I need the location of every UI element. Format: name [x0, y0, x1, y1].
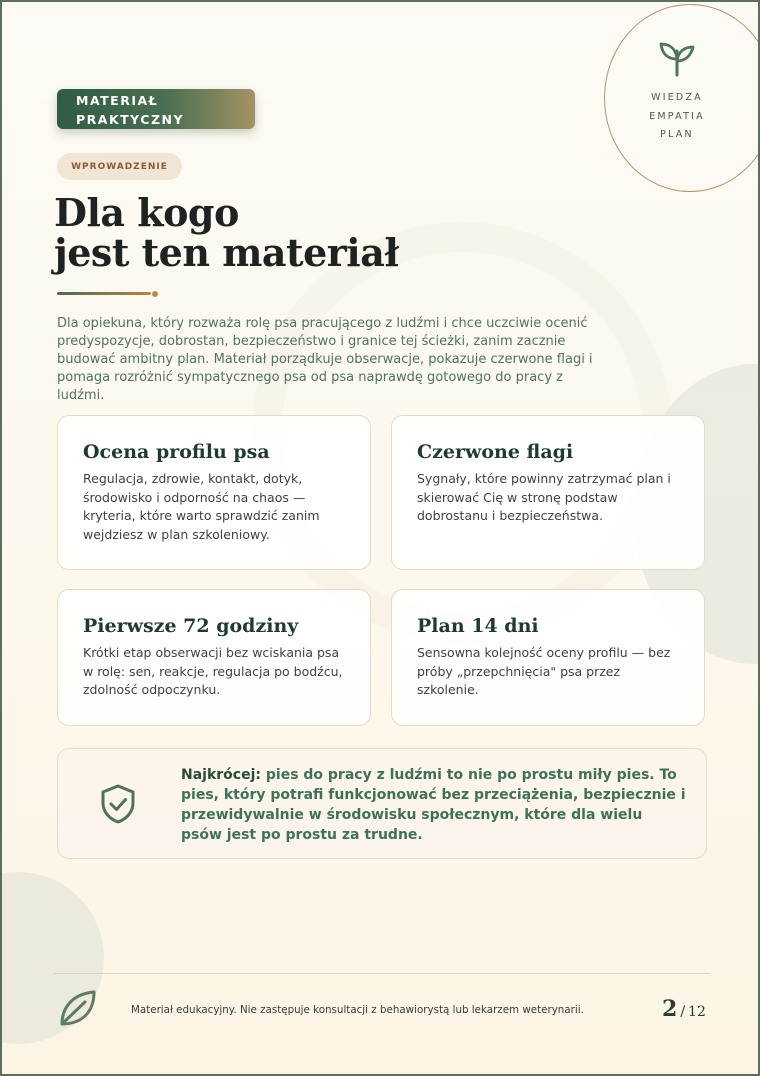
seal-word: PLAN — [660, 129, 694, 140]
card-text: Sensowna kolejność oceny profilu — bez próby „przepchnięcia" psa przez szkolenie. — [417, 645, 671, 697]
footer-disclaimer: Materiał edukacyjny. Nie zastępuje konsultacji z behawiorystą lub lekarzem weterynarii. — [131, 1004, 584, 1016]
summary-body: pies do pracy z ludźmi to nie po prostu miły pies. To pies, który potrafi funkcjonować bez przeciążenia, bezpiecznie i przewidywalnie w środowisku społecznym, które dla wielu psów jest po prostu za trudne. — [181, 767, 686, 843]
page-title — [54, 190, 399, 275]
info-card — [391, 589, 705, 726]
seal-word: EMPATIA — [649, 110, 705, 122]
info-card — [391, 415, 705, 570]
card-title: Pierwsze 72 godziny — [83, 615, 299, 637]
card-title: Plan 14 dni — [417, 615, 539, 637]
title-underline-dot — [152, 291, 158, 297]
card-text: Sygnały, które powinny zatrzymać plan i skierować Cię w stronę podstaw dobrostanu i bezpieczeństwa. — [417, 471, 671, 523]
seal-badge — [604, 4, 760, 192]
footer-divider — [54, 973, 710, 974]
title-line: jest ten materiał — [54, 230, 399, 275]
page-number — [662, 996, 706, 1022]
tag-line: MATERIAŁ — [76, 93, 159, 108]
title-line: Dla kogo — [54, 190, 239, 235]
sprout-icon — [659, 37, 695, 77]
card-title: Ocena profilu psa — [83, 441, 270, 463]
summary-lead: Najkrócej: — [181, 767, 261, 783]
card-text: Regulacja, zdrowie, kontakt, dotyk, środowisko i odporność na chaos — kryteria, które warto sprawdzić zanim wejdziesz w plan szkoleniowy. — [83, 471, 320, 542]
page-total: 12 — [688, 1004, 706, 1020]
intro-paragraph: Dla opiekuna, który rozważa rolę psa pracującego z ludźmi i chce uczciwie ocenić predyspozycje, dobrostan, bezpieczeństwo i granice tej ścieżki, zanim zacznie budować ambitny plan. Materiał porządkuje obserwacje, pokazuje czerwone flagi i pomaga rozróżnić sympatycznego psa od psa naprawdę gotowego do pracy z ludźmi. — [57, 316, 593, 403]
summary-text — [181, 765, 686, 845]
tag-line: PRAKTYCZNY — [76, 112, 185, 127]
leaf-icon — [58, 988, 98, 1028]
seal-word: WIEDZA — [651, 92, 703, 103]
page-current: 2 — [662, 996, 678, 1022]
card-text: Krótki etap obserwacji bez wciskania psa w rolę: sen, reakcje, regulacja po bodźcu, zdolność odpoczynku. — [83, 645, 343, 697]
material-type-tag — [57, 89, 255, 129]
title-underline — [57, 292, 151, 295]
shield-check-icon — [98, 783, 138, 825]
info-card — [57, 589, 371, 726]
card-title: Czerwone flagi — [417, 441, 574, 463]
section-chip: WPROWADZENIE — [57, 153, 182, 180]
info-card — [57, 415, 371, 570]
page-separator: / — [680, 1004, 686, 1020]
summary-callout — [57, 748, 707, 859]
seal-words — [649, 89, 705, 145]
